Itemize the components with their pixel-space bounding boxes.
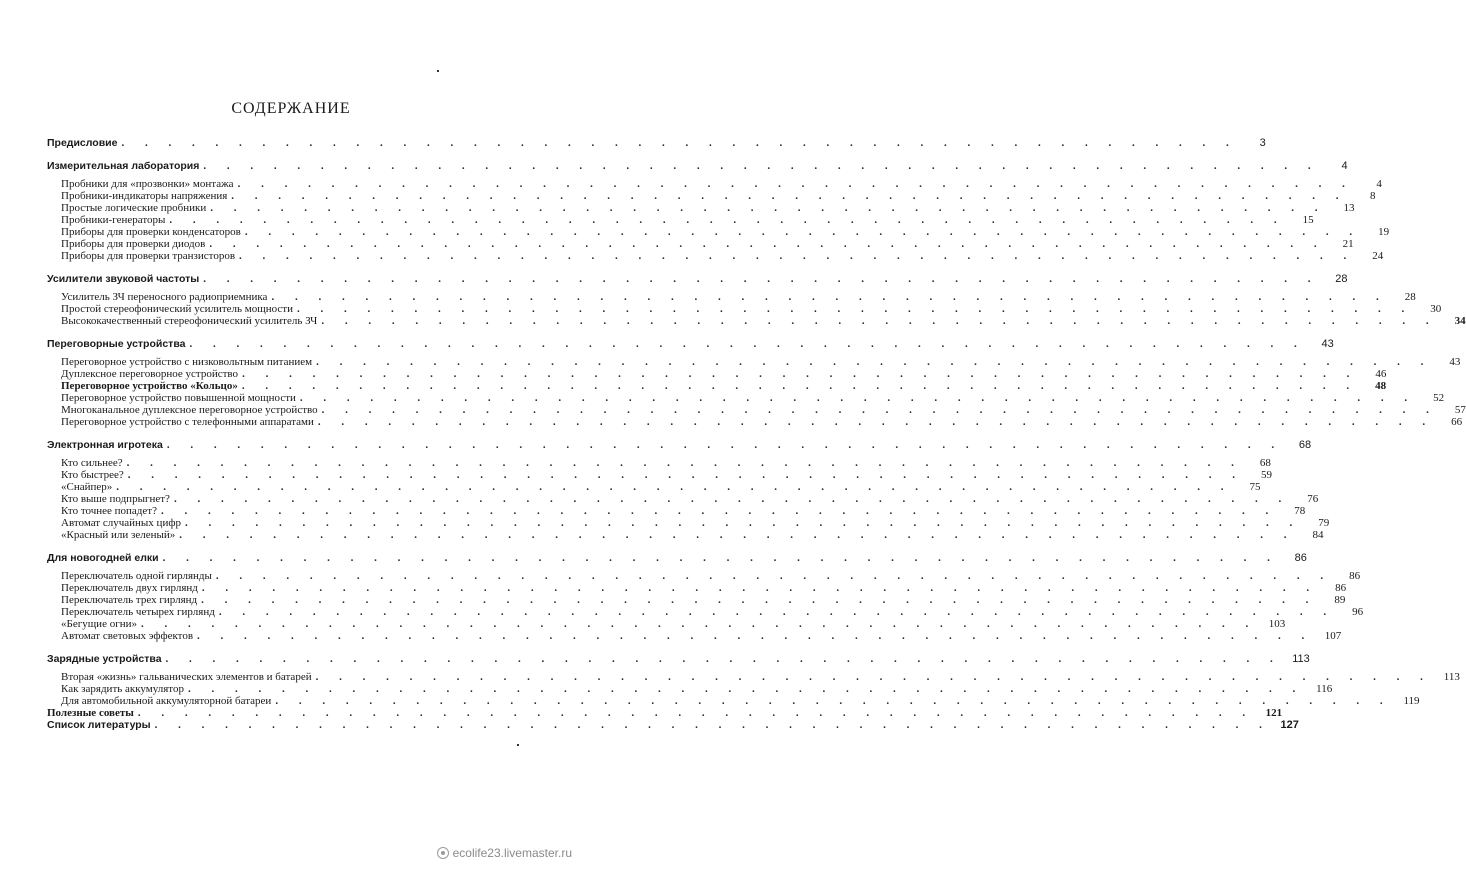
toc-entry-page: 107 — [1324, 630, 1342, 642]
toc-entry — [47, 707, 1283, 719]
toc-entry-page: 86 — [1335, 582, 1347, 594]
toc-entry-title: Переговорное устройство «Кольцо» — [61, 380, 242, 392]
toc-leader-dots: . . . . . . . . . . . . . . . . . . . . . . . . . . . . . . . . . . . . . . . . . . . . . . . . — [189, 338, 1306, 350]
toc-entry-title: «Бегущие огни» — [61, 618, 141, 630]
toc-leader-dots: . . . . . . . . . . . . . . . . . . . . . . . . . . . . . . . . . . . . . . . . . . . . . . . . — [203, 273, 1320, 285]
toc-entry-page: 30 — [1430, 303, 1442, 315]
toc-entry — [47, 594, 1346, 606]
toc-leader-dots: . . . . . . . . . . . . . . . . . . . . . . . . . . . . . . . . . . . . . . . . . . . . . . . . — [321, 315, 1438, 327]
toc-entry-page: 127 — [1280, 719, 1299, 731]
toc-entry-title: Высококачественный стереофонический усилитель ЗЧ — [61, 315, 321, 327]
toc-entry — [47, 273, 1348, 285]
toc-entry-page: 86 — [1294, 552, 1307, 564]
toc-leader-dots: . . . . . . . . . . . . . . . . . . . . . . . . . . . . . . . . . . . . . . . . . . . . . . . . — [237, 178, 1354, 190]
toc-entry-title: Переключатель одной гирлянды — [61, 570, 216, 582]
table-of-contents — [47, 137, 1466, 731]
toc-entry-page: 68 — [1298, 439, 1312, 451]
toc-entry — [47, 137, 1266, 149]
toc-entry — [47, 356, 1461, 368]
toc-entry-page: 113 — [1292, 653, 1310, 665]
toc-leader-dots: . . . . . . . . . . . . . . . . . . . . . . . . . . . . . . . . . . . . . . . . . . . . . . . . — [321, 404, 1438, 416]
toc-entry — [47, 505, 1306, 517]
toc-entry-title: Пробники-индикаторы напряжения — [61, 190, 231, 202]
toc-entry — [47, 529, 1324, 541]
toc-entry-page: 48 — [1375, 380, 1387, 392]
toc-entry-page: 15 — [1302, 214, 1314, 226]
toc-entry — [47, 570, 1361, 582]
toc-entry-title: «Снайпер» — [61, 481, 116, 493]
toc-entry-page: 8 — [1370, 190, 1376, 202]
toc-entry-page: 43 — [1449, 356, 1461, 368]
toc-leader-dots: . . . . . . . . . . . . . . . . . . . . . . . . . . . . . . . . . . . . . . . . . . . . . . . . — [244, 226, 1362, 238]
toc-entry-title: Измерительная лаборатория — [47, 160, 203, 172]
toc-entry-page: 57 — [1454, 404, 1466, 416]
toc-entry-title: Переключатель трех гирлянд — [61, 594, 201, 606]
toc-entry — [47, 226, 1390, 238]
toc-entry-title: Автомат световых эффектов — [61, 630, 197, 642]
toc-entry — [47, 338, 1334, 350]
toc-entry — [47, 202, 1355, 214]
toc-entry — [47, 719, 1299, 731]
toc-entry — [47, 481, 1261, 493]
watermark-logo-icon — [437, 847, 449, 859]
toc-leader-dots: . . . . . . . . . . . . . . . . . . . . . . . . . . . . . . . . . . . . . . . . . . . . . . . . — [203, 160, 1320, 172]
toc-entry-title: Кто сильнее? — [61, 457, 127, 469]
toc-entry-title: Приборы для проверки транзисторов — [61, 250, 239, 262]
toc-entry-title: Усилитель ЗЧ переносного радиоприемника — [61, 291, 271, 303]
toc-leader-dots: . . . . . . . . . . . . . . . . . . . . . . . . . . . . . . . . . . . . . . . . . . . . . . . . — [169, 214, 1286, 226]
toc-leader-dots: . . . . . . . . . . . . . . . . . . . . . . . . . . . . . . . . . . . . . . . . . . . . . . . . — [299, 392, 1417, 404]
toc-entry-page: 103 — [1268, 618, 1286, 630]
toc-leader-dots: . . . . . . . . . . . . . . . . . . . . . . . . . . . . . . . . . . . . . . . . . . . . . . . . — [275, 695, 1392, 707]
toc-entry — [47, 493, 1319, 505]
toc-entry-title: Полезные советы — [47, 707, 138, 719]
toc-entry-page: 34 — [1454, 315, 1466, 327]
toc-leader-dots: . . . . . . . . . . . . . . . . . . . . . . . . . . . . . . . . . . . . . . . . . . . . . . . . — [242, 368, 1359, 380]
toc-entry-title: Кто быстрее? — [61, 469, 128, 481]
toc-leader-dots: . . . . . . . . . . . . . . . . . . . . . . . . . . . . . . . . . . . . . . . . . . . . . . . . — [239, 250, 1356, 262]
toc-entry-title: Список литературы — [47, 719, 155, 731]
toc-entry-title: Приборы для проверки конденсаторов — [61, 226, 245, 238]
toc-entry-page: 68 — [1259, 457, 1271, 469]
toc-entry-title: Как зарядить аккумулятор — [61, 683, 188, 695]
toc-entry — [47, 695, 1420, 707]
toc-entry — [47, 606, 1364, 618]
toc-leader-dots: . . . . . . . . . . . . . . . . . . . . . . . . . . . . . . . . . . . . . . . . . . . . . . . . — [126, 457, 1243, 469]
toc-entry-page: 59 — [1261, 469, 1273, 481]
toc-entry — [47, 303, 1442, 315]
toc-entry-title: Переключатель четырех гирлянд — [61, 606, 219, 618]
toc-entry-title: Пробники-генераторы — [61, 214, 169, 226]
toc-leader-dots: . . . . . . . . . . . . . . . . . . . . . . . . . . . . . . . . . . . . . . . . . . . . . . . . — [218, 606, 1336, 618]
toc-entry-title: Пробники для «прозвонки» монтажа — [61, 178, 238, 190]
toc-leader-dots: . . . . . . . . . . . . . . . . . . . . . . . . . . . . . . . . . . . . . . . . . . . . . . . . — [187, 683, 1305, 695]
toc-leader-dots: . . . . . . . . . . . . . . . . . . . . . . . . . . . . . . . . . . . . . . . . . . . . . . . . — [197, 630, 1314, 642]
toc-entry-title: Электронная игротека — [47, 439, 167, 451]
toc-leader-dots: . . . . . . . . . . . . . . . . . . . . . . . . . . . . . . . . . . . . . . . . . . . . . . . . — [231, 190, 1348, 202]
watermark-text: ecolife23.livemaster.ru — [452, 846, 572, 860]
toc-entry — [47, 238, 1354, 250]
toc-leader-dots: . . . . . . . . . . . . . . . . . . . . . . . . . . . . . . . . . . . . . . . . . . . . . . . . — [162, 552, 1279, 564]
toc-entry — [47, 315, 1466, 327]
toc-entry — [47, 416, 1463, 428]
toc-entry — [47, 160, 1348, 172]
toc-entry — [47, 517, 1330, 529]
toc-entry-page: 52 — [1433, 392, 1445, 404]
toc-entry-page: 76 — [1307, 493, 1319, 505]
toc-entry — [47, 291, 1416, 303]
toc-leader-dots: . . . . . . . . . . . . . . . . . . . . . . . . . . . . . . . . . . . . . . . . . . . . . . . . — [127, 469, 1245, 481]
toc-leader-dots: . . . . . . . . . . . . . . . . . . . . . . . . . . . . . . . . . . . . . . . . . . . . . . . . — [315, 671, 1432, 683]
toc-entry-page: 24 — [1372, 250, 1384, 262]
toc-entry-title: Кто точнее попадет? — [61, 505, 161, 517]
toc-leader-dots: . . . . . . . . . . . . . . . . . . . . . . . . . . . . . . . . . . . . . . . . . . . . . . . . — [154, 719, 1271, 731]
toc-entry-page: 21 — [1342, 238, 1354, 250]
toc-leader-dots: . . . . . . . . . . . . . . . . . . . . . . . . . . . . . . . . . . . . . . . . . . . . . . . . — [317, 416, 1435, 428]
toc-entry-page: 43 — [1321, 338, 1334, 350]
toc-entry-page: 119 — [1403, 695, 1420, 707]
toc-entry-title: Для автомобильной аккумуляторной батареи — [61, 695, 275, 707]
toc-entry — [47, 439, 1312, 451]
toc-leader-dots: . . . . . . . . . . . . . . . . . . . . . . . . . . . . . . . . . . . . . . . . . . . . . . . . — [137, 707, 1255, 719]
toc-leader-dots: . . . . . . . . . . . . . . . . . . . . . . . . . . . . . . . . . . . . . . . . . . . . . . . . — [173, 493, 1291, 505]
toc-entry-page: 4 — [1376, 178, 1382, 190]
toc-leader-dots: . . . . . . . . . . . . . . . . . . . . . . . . . . . . . . . . . . . . . . . . . . . . . . . . — [316, 356, 1433, 368]
toc-entry — [47, 214, 1314, 226]
toc-entry — [47, 582, 1347, 594]
toc-leader-dots: . . . . . . . . . . . . . . . . . . . . . . . . . . . . . . . . . . . . . . . . . . . . . . . . — [271, 291, 1388, 303]
toc-entry — [47, 653, 1310, 665]
toc-entry — [47, 404, 1466, 416]
watermark — [437, 846, 572, 860]
toc-entry-title: Многоканальное дуплексное переговорное устройство — [61, 404, 322, 416]
toc-entry-title: Переключатель двух гирлянд — [61, 582, 202, 594]
toc-leader-dots: . . . . . . . . . . . . . . . . . . . . . . . . . . . . . . . . . . . . . . . . . . . . . . . . — [210, 202, 1327, 214]
toc-leader-dots: . . . . . . . . . . . . . . . . . . . . . . . . . . . . . . . . . . . . . . . . . . . . . . . . — [116, 481, 1233, 493]
toc-entry-title: Зарядные устройства — [47, 653, 166, 665]
toc-leader-dots: . . . . . . . . . . . . . . . . . . . . . . . . . . . . . . . . . . . . . . . . . . . . . . . . — [179, 529, 1296, 541]
toc-entry-page: 84 — [1312, 529, 1324, 541]
toc-entry-title: Кто выше подпрыгнет? — [61, 493, 174, 505]
toc-entry-page: 3 — [1259, 137, 1266, 149]
toc-entry — [47, 178, 1382, 190]
toc-entry-page: 78 — [1294, 505, 1306, 517]
toc-entry-page: 79 — [1318, 517, 1330, 529]
toc-entry — [47, 368, 1387, 380]
toc-entry-page: 75 — [1249, 481, 1261, 493]
toc-entry — [47, 469, 1273, 481]
print-speck — [437, 70, 439, 72]
toc-leader-dots: . . . . . . . . . . . . . . . . . . . . . . . . . . . . . . . . . . . . . . . . . . . . . . . . — [160, 505, 1278, 517]
toc-entry-title: Предисловие — [47, 137, 121, 149]
toc-entry-title: Переговорное устройство с телефонными аппаратами — [61, 416, 318, 428]
toc-leader-dots: . . . . . . . . . . . . . . . . . . . . . . . . . . . . . . . . . . . . . . . . . . . . . . . . — [121, 137, 1238, 149]
toc-entry-page: 89 — [1334, 594, 1346, 606]
toc-entry-title: Переговорное устройство с низковольтным питанием — [61, 356, 316, 368]
toc-entry-page: 46 — [1375, 368, 1387, 380]
page-title: СОДЕРЖАНИЕ — [231, 100, 351, 117]
toc-entry — [47, 250, 1384, 262]
toc-entry-title: Вторая «жизнь» гальванических элементов и батарей — [61, 671, 316, 683]
print-speck — [517, 744, 519, 746]
toc-entry-title: «Красный или зеленый» — [61, 529, 179, 541]
toc-entry — [47, 683, 1333, 695]
toc-leader-dots: . . . . . . . . . . . . . . . . . . . . . . . . . . . . . . . . . . . . . . . . . . . . . . . . — [241, 380, 1359, 392]
toc-entry — [47, 552, 1307, 564]
toc-entry-page: 116 — [1316, 683, 1333, 695]
toc-entry-page: 86 — [1349, 570, 1361, 582]
toc-entry-page: 13 — [1343, 202, 1355, 214]
toc-leader-dots: . . . . . . . . . . . . . . . . . . . . . . . . . . . . . . . . . . . . . . . . . . . . . . . . — [296, 303, 1414, 315]
toc-leader-dots: . . . . . . . . . . . . . . . . . . . . . . . . . . . . . . . . . . . . . . . . . . . . . . . . — [166, 439, 1284, 451]
toc-entry — [47, 380, 1387, 392]
toc-entry — [47, 392, 1445, 404]
toc-entry-page: 121 — [1265, 707, 1283, 719]
toc-entry-page: 28 — [1335, 273, 1348, 285]
toc-entry — [47, 630, 1342, 642]
toc-entry-title: Переговорное устройство повышенной мощности — [61, 392, 300, 404]
toc-entry-page: 113 — [1443, 671, 1460, 683]
toc-leader-dots: . . . . . . . . . . . . . . . . . . . . . . . . . . . . . . . . . . . . . . . . . . . . . . . . — [141, 618, 1258, 630]
toc-entry-title: Дуплексное переговорное устройство — [61, 368, 242, 380]
toc-entry-page: 4 — [1341, 160, 1348, 172]
toc-entry-title: Переговорные устройства — [47, 338, 189, 350]
toc-entry — [47, 671, 1460, 683]
toc-entry-title: Приборы для проверки диодов — [61, 238, 209, 250]
toc-leader-dots: . . . . . . . . . . . . . . . . . . . . . . . . . . . . . . . . . . . . . . . . . . . . . . . . — [184, 517, 1302, 529]
toc-leader-dots: . . . . . . . . . . . . . . . . . . . . . . . . . . . . . . . . . . . . . . . . . . . . . . . . — [165, 653, 1282, 665]
toc-entry — [47, 190, 1376, 202]
toc-entry-page: 28 — [1404, 291, 1416, 303]
toc-entry — [47, 457, 1271, 469]
toc-leader-dots: . . . . . . . . . . . . . . . . . . . . . . . . . . . . . . . . . . . . . . . . . . . . . . . . — [201, 594, 1318, 606]
toc-leader-dots: . . . . . . . . . . . . . . . . . . . . . . . . . . . . . . . . . . . . . . . . . . . . . . . . — [209, 238, 1326, 250]
toc-entry-page: 19 — [1378, 226, 1390, 238]
toc-entry-page: 66 — [1451, 416, 1463, 428]
toc-entry-title: Автомат случайных цифр — [61, 517, 185, 529]
toc-entry-page: 96 — [1352, 606, 1364, 618]
toc-entry-title: Усилители звуковой частоты — [47, 273, 203, 285]
toc-leader-dots: . . . . . . . . . . . . . . . . . . . . . . . . . . . . . . . . . . . . . . . . . . . . . . . . — [201, 582, 1319, 594]
toc-entry-title: Для новогодней елки — [47, 552, 163, 564]
toc-entry — [47, 618, 1286, 630]
toc-entry-title: Простые логические пробники — [61, 202, 210, 214]
toc-entry-title: Простой стереофонический усилитель мощности — [61, 303, 297, 315]
toc-leader-dots: . . . . . . . . . . . . . . . . . . . . . . . . . . . . . . . . . . . . . . . . . . . . . . . . — [215, 570, 1333, 582]
